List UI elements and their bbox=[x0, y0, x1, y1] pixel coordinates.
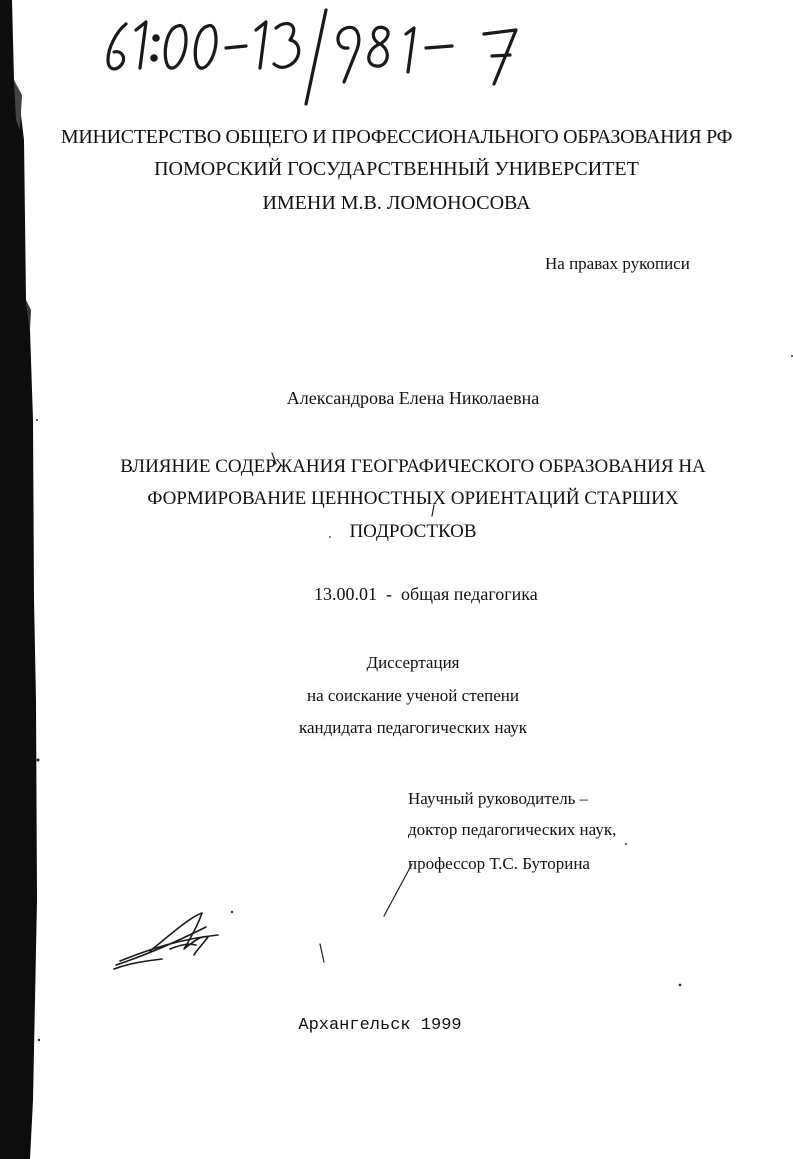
dissertation-label: Диссертация bbox=[366, 653, 460, 672]
author-name: Александрова Елена Николаевна bbox=[286, 388, 540, 408]
manuscript-rights-note: На правах рукописи bbox=[545, 254, 690, 273]
degree-purpose: на соискание ученой степени bbox=[306, 686, 520, 705]
supervisor-degree: доктор педагогических наук, bbox=[408, 820, 617, 839]
specialty-separator: - bbox=[386, 584, 392, 604]
university-heading: ПОМОРСКИЙ ГОСУДАРСТВЕННЫЙ УНИВЕРСИТЕТ bbox=[154, 158, 639, 180]
university-named-after: ИМЕНИ М.В. ЛОМОНОСОВА bbox=[262, 192, 531, 214]
dissertation-title-line-2: ФОРМИРОВАНИЕ ЦЕННОСТНЫХ ОРИЕНТАЦИЙ СТАРШИХ bbox=[147, 488, 679, 509]
specialty-name: общая педагогика bbox=[401, 584, 538, 604]
ministry-heading: МИНИСТЕРСТВО ОБЩЕГО И ПРОФЕССИОНАЛЬНОГО ОБРАЗОВАНИЯ РФ bbox=[60, 126, 733, 148]
dissertation-title-line-3: ПОДРОСТКОВ bbox=[349, 521, 477, 542]
specialty-line bbox=[314, 584, 538, 605]
author-signature bbox=[110, 905, 230, 975]
supervisor-name: профессор Т.С. Буторина bbox=[408, 854, 590, 873]
handwritten-archive-code bbox=[96, 8, 556, 108]
dissertation-title-line-1: ВЛИЯНИЕ СОДЕРЖАНИЯ ГЕОГРАФИЧЕСКОГО ОБРАЗОВАНИЯ НА bbox=[120, 456, 706, 477]
city-and-year: Архангельск 1999 bbox=[298, 1016, 462, 1035]
supervisor-label: Научный руководитель – bbox=[408, 789, 589, 808]
degree-name: кандидата педагогических наук bbox=[298, 718, 528, 737]
specialty-code: 13.00.01 bbox=[314, 584, 377, 604]
